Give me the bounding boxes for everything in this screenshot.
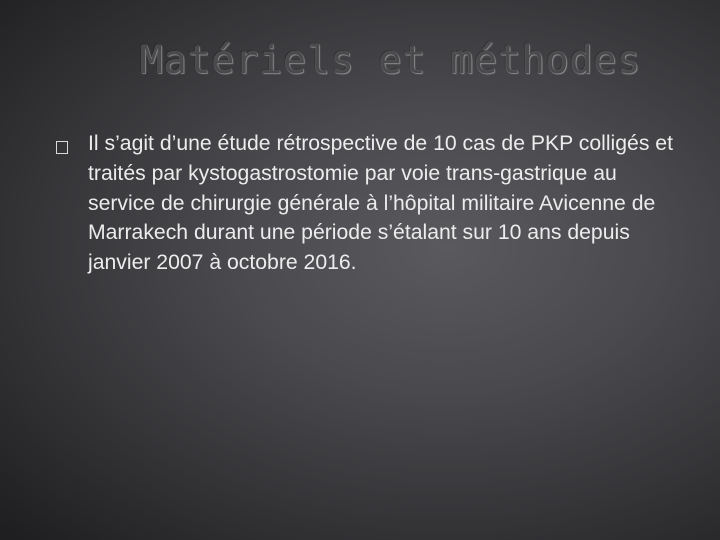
slide-content [56, 129, 686, 278]
slide-title: Matériels et méthodes [140, 38, 642, 82]
bullet-text: Il s’agit d’une étude rétrospective de 10 cas de PKP colligés et traités par kystogastrostomie par voie trans-gastrique au service de chirurgie générale à l’hôpital militaire Avicenne de Marrakech durant une période s’étalant sur 10 ans depuis janvier 2007 à octobre 2016. [88, 132, 673, 275]
bullet-item [56, 129, 686, 278]
square-bullet-icon [56, 141, 68, 154]
